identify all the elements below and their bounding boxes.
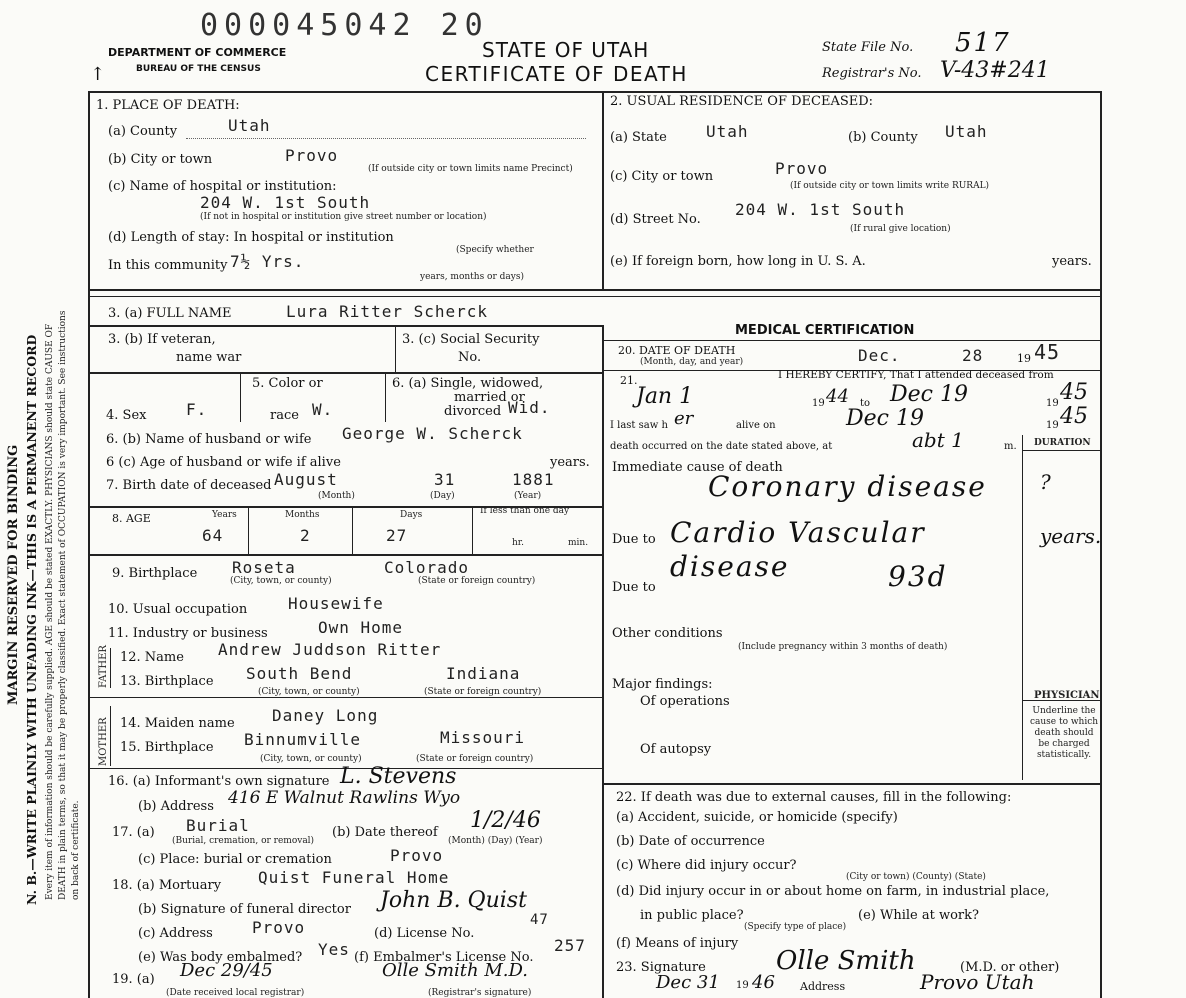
embalmed-value: Yes [318, 940, 350, 959]
signature-date: Dec 31 [656, 972, 720, 993]
attend-from-year: 44 [826, 386, 849, 407]
informant-address: 416 E Walnut Rawlins Wyo [228, 788, 461, 808]
pod-hospital: 204 W. 1st South [200, 193, 371, 212]
serial-number: 000045042 20 [200, 8, 489, 43]
burial-note: (Burial, cremation, or removal) [172, 836, 315, 846]
birth-date-label: 7. Birth date of deceased [106, 478, 272, 493]
color-label: 5. Color or [252, 376, 323, 391]
pod-city-note: (If outside city or town limits name Precinct) [368, 164, 573, 174]
res-city-label: (c) City or town [610, 169, 714, 184]
margin-instructions-1: Every item of information should be carefully supplied. AGE should be stated EXACTLY. PHYSICIANS should state CAUSE OF [45, 323, 55, 900]
age-days: 27 [386, 526, 408, 545]
signature-label: 23. Signature [616, 960, 706, 975]
age-years-label: Years [212, 510, 237, 520]
pod-city: Provo [285, 146, 339, 165]
operations-label: Of operations [640, 694, 730, 709]
spouse-name: George W. Scherck [342, 424, 523, 443]
birth-month-note: (Month) [318, 491, 355, 501]
age-less-label: If less than one day [480, 506, 570, 516]
registrar-date: Dec 29/45 [180, 960, 273, 981]
spouse-age-suffix: years. [550, 455, 590, 470]
external-d2-label: in public place? [640, 908, 744, 923]
immediate-cause: Coronary disease [708, 470, 987, 503]
attend-to: Dec 19 [890, 382, 968, 407]
autopsy-label: Of autopsy [640, 742, 712, 757]
res-street-note: (If rural give location) [850, 224, 951, 234]
external-d-label: (d) Did injury occur in or about home on farm, in industrial place, [616, 884, 1050, 899]
father-birthplace-label: 13. Birthplace [120, 674, 214, 689]
res-foreign-label: (e) If foreign born, how long in U. S. A. [610, 254, 866, 269]
father-city-note: (City, town, or county) [258, 687, 360, 697]
mortuary-address-label: (c) Address [138, 926, 213, 941]
birthplace-label: 9. Birthplace [112, 566, 198, 581]
mother-name-label: 14. Maiden name [120, 716, 235, 731]
father-name-label: 12. Name [120, 650, 184, 665]
burial-date: 1/2/46 [470, 808, 541, 833]
due2-label: Due to [612, 580, 656, 595]
last-saw-label: I last saw h [610, 420, 668, 431]
burial-label: 17. (a) [112, 825, 155, 840]
mother-state-note: (State or foreign country) [416, 754, 534, 764]
signature-year-prefix: 19 [736, 980, 749, 991]
birth-month: August [274, 470, 338, 489]
mother-city-note: (City, town, or county) [260, 754, 362, 764]
mortuary-value: Quist Funeral Home [258, 868, 450, 887]
birth-day-note: (Day) [430, 491, 455, 501]
mother-birthplace-city: Binnumville [244, 730, 361, 749]
mother-side-label: MOTHER [98, 717, 109, 766]
pod-stay-note: (Specify whether [456, 245, 534, 255]
dod-month: Dec. [858, 346, 901, 365]
dod-year-prefix: 19 [1017, 352, 1031, 365]
res-county-label: (b) County [848, 130, 918, 145]
signature-suffix: (M.D. or other) [960, 960, 1060, 975]
margin-instructions-2: DEATH in plain terms, so that it may be properly classified. Exact statement of OCCUPATION is very important. See instructions [58, 310, 68, 900]
pod-county-label: (a) County [108, 124, 178, 139]
embalmed-label: (e) Was body embalmed? [138, 950, 303, 965]
mortuary-address: Provo [252, 918, 306, 937]
attend-to-prefix: to [860, 398, 871, 409]
medical-heading: MEDICAL CERTIFICATION [735, 323, 915, 338]
mother-birthplace-state: Missouri [440, 728, 526, 747]
res-state: Utah [706, 122, 749, 141]
other-conditions-note: (Include pregnancy within 3 months of death) [738, 642, 948, 652]
bureau: BUREAU OF THE CENSUS [136, 64, 261, 74]
external-e-label: (e) While at work? [858, 908, 979, 923]
birthplace-state-note: (State or foreign country) [418, 576, 536, 586]
signature-address-label: Address [800, 980, 846, 993]
certify-text: I HEREBY CERTIFY, That I attended deceased from [778, 369, 1054, 381]
alive-label: alive on [736, 420, 776, 431]
alive-year: 45 [1060, 404, 1088, 429]
certify-number: 21. [620, 374, 638, 387]
sex-label: 4. Sex [106, 408, 147, 423]
license-label: (d) License No. [374, 926, 475, 941]
birthplace-city: Roseta [232, 558, 296, 577]
res-street: 204 W. 1st South [735, 200, 906, 219]
res-state-label: (a) State [610, 130, 667, 145]
external-heading: 22. If death was due to external causes, fill in the following: [616, 790, 1012, 805]
father-state-note: (State or foreign country) [424, 687, 542, 697]
residence-heading: 2. USUAL RESIDENCE OF DECEASED: [610, 94, 874, 109]
age-months: 2 [300, 526, 311, 545]
attend-year-prefix-2: 19 [1046, 398, 1059, 409]
marital-value: Wid. [508, 398, 551, 417]
director-signature: John B. Quist [380, 888, 527, 913]
state-title: STATE OF UTAH [482, 38, 650, 62]
occurred-time: abt 1 [912, 428, 964, 452]
full-name-label: 3. (a) FULL NAME [108, 306, 232, 321]
race-value: W. [312, 400, 334, 419]
father-side-label: FATHER [98, 645, 109, 688]
veteran-label: 3. (b) If veteran, [108, 332, 216, 347]
ssn-no-label: No. [458, 350, 482, 365]
res-street-label: (d) Street No. [610, 212, 701, 227]
due1-duration: years. [1040, 524, 1102, 548]
burial-date-note: (Month) (Day) (Year) [448, 836, 543, 846]
external-c-label: (c) Where did injury occur? [616, 858, 797, 873]
embalmer-label: (f) Embalmer's License No. [354, 950, 534, 965]
dod-year: 45 [1034, 340, 1061, 364]
physician-note: Underline the cause to which death should be charged statistically. [1029, 706, 1099, 760]
age-hr-label: hr. [512, 538, 524, 548]
page-title: CERTIFICATE OF DEATH [425, 62, 688, 86]
burial-date-label: (b) Date thereof [332, 825, 438, 840]
department: DEPARTMENT OF COMMERCE [108, 46, 287, 59]
industry-label: 11. Industry or business [108, 626, 268, 641]
pod-stay-label: (d) Length of stay: In hospital or institution [108, 230, 394, 245]
signature-address: Provo Utah [920, 970, 1035, 994]
alive-year-prefix: 19 [1046, 420, 1059, 431]
immediate-duration: ? [1040, 470, 1051, 494]
informant-address-label: (b) Address [138, 799, 214, 814]
external-a-label: (a) Accident, suicide, or homicide (specify) [616, 810, 898, 825]
war-label: name war [176, 350, 242, 365]
margin-ink-note: N. B.—WRITE PLAINLY WITH UNFADING INK—THIS IS A PERMANENT RECORD [24, 334, 39, 905]
age-months-label: Months [285, 510, 320, 520]
birthplace-city-note: (City, town, or county) [230, 576, 332, 586]
age-years: 64 [202, 526, 224, 545]
mother-name: Daney Long [272, 706, 379, 725]
birth-year-note: (Year) [514, 491, 542, 501]
margin-instructions-3: on back of certificate. [71, 800, 81, 900]
dod-day: 28 [962, 346, 984, 365]
state-file-value: 517 [955, 28, 1011, 58]
res-city: Provo [775, 159, 829, 178]
pod-hospital-note: (If not in hospital or institution give street number or location) [200, 212, 487, 222]
race-label: race [270, 408, 299, 423]
spouse-age-label: 6 (c) Age of husband or wife if alive [106, 455, 341, 470]
place-of-death-heading: 1. PLACE OF DEATH: [96, 98, 240, 113]
spouse-label: 6. (b) Name of husband or wife [106, 432, 312, 447]
duration-label: DURATION [1034, 438, 1091, 448]
embalmer-value: 257 [554, 936, 586, 955]
margin-binding-note: MARGIN RESERVED FOR BINDING [6, 444, 21, 705]
registrar-label: Registrar's No. [822, 66, 922, 81]
age-min-label: min. [568, 538, 589, 548]
marital-label-2: married or [454, 390, 525, 405]
registrar-19-label: 19. (a) [112, 972, 155, 987]
immediate-label: Immediate cause of death [612, 460, 783, 475]
registrar-value: V-43#241 [940, 58, 1050, 83]
burial-place-label: (c) Place: burial or cremation [138, 852, 332, 867]
arrow-up-icon: ↑ [90, 64, 106, 85]
pod-city-label: (b) City or town [108, 152, 213, 167]
state-file-label: State File No. [822, 40, 914, 55]
director-label: (b) Signature of funeral director [138, 902, 351, 917]
external-c-note: (City or town) (County) (State) [846, 872, 986, 882]
registrar-signature-note: (Registrar's signature) [428, 988, 532, 998]
birthplace-state: Colorado [384, 558, 470, 577]
ssn-label: 3. (c) Social Security [402, 332, 540, 347]
major-findings-label: Major findings: [612, 677, 713, 692]
occupation: Housewife [288, 594, 384, 613]
pod-hospital-label: (c) Name of hospital or institution: [108, 179, 337, 194]
occurred-suffix: m. [1004, 441, 1017, 452]
external-b-label: (b) Date of occurrence [616, 834, 765, 849]
external-d-note: (Specify type of place) [744, 922, 847, 932]
attend-to-year: 45 [1060, 380, 1088, 405]
external-f-label: (f) Means of injury [616, 936, 739, 951]
industry: Own Home [318, 618, 404, 637]
informant-label: 16. (a) Informant's own signature [108, 774, 330, 789]
attend-from: Jan 1 [636, 384, 694, 409]
res-city-note: (If outside city or town limits write RURAL) [790, 181, 990, 191]
res-county: Utah [945, 122, 988, 141]
dod-label: 20. DATE OF DEATH [618, 344, 736, 357]
license-value: 47 [530, 912, 549, 928]
signature-value: Olle Smith [776, 946, 916, 976]
due1-extra: 93d [888, 560, 948, 593]
occurred-label: death occurred on the date stated above, at [610, 441, 833, 452]
informant-signature: L. Stevens [340, 764, 457, 789]
sex-value: F. [186, 400, 208, 419]
due1-cause: Cardio Vascular disease [670, 516, 926, 583]
due1-label: Due to [612, 532, 656, 547]
alive-on: Dec 19 [846, 406, 924, 431]
father-name: Andrew Juddson Ritter [218, 640, 442, 659]
registrar-date-note: (Date received local registrar) [166, 988, 305, 998]
mortuary-label: 18. (a) Mortuary [112, 878, 222, 893]
burial-value: Burial [186, 816, 250, 835]
father-birthplace-city: South Bend [246, 664, 353, 683]
pod-community-note: years, months or days) [420, 272, 524, 282]
registrar-signature: Olle Smith M.D. [382, 960, 529, 981]
pod-community-label: In this community [108, 258, 228, 273]
dod-note: (Month, day, and year) [640, 357, 744, 367]
mother-birthplace-label: 15. Birthplace [120, 740, 214, 755]
age-label: 8. AGE [112, 512, 151, 525]
marital-label-3: divorced [444, 404, 502, 419]
occupation-label: 10. Usual occupation [108, 602, 248, 617]
burial-place: Provo [390, 846, 444, 865]
other-conditions-label: Other conditions [612, 626, 723, 641]
age-days-label: Days [400, 510, 423, 520]
res-foreign-suffix: years. [1052, 254, 1092, 269]
physician-label: PHYSICIAN [1034, 690, 1100, 701]
birth-year: 1881 [512, 470, 555, 489]
father-birthplace-state: Indiana [446, 664, 521, 683]
marital-label-1: 6. (a) Single, widowed, [392, 376, 544, 391]
attend-year-prefix-1: 19 [812, 398, 825, 409]
pod-community: 7½ Yrs. [230, 252, 305, 271]
pod-county: Utah [228, 116, 271, 135]
last-saw-value: er [674, 408, 694, 429]
birth-day: 31 [434, 470, 456, 489]
full-name: Lura Ritter Scherck [286, 302, 489, 321]
signature-year: 46 [752, 972, 775, 993]
